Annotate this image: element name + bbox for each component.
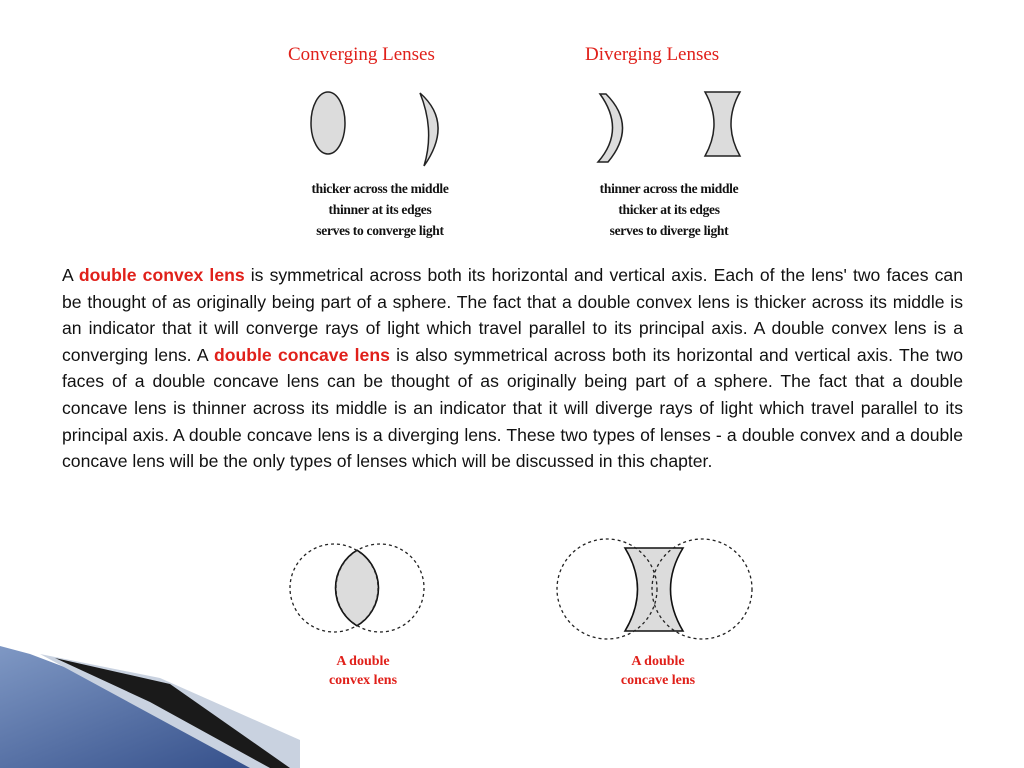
body-text-segment: A: [62, 265, 79, 285]
diverging-heading: Diverging Lenses: [585, 44, 720, 65]
concave-caption-line: A double: [631, 654, 685, 669]
slide-corner-decoration: [0, 640, 300, 768]
double-convex-term: double convex lens: [78, 265, 245, 285]
concave-lens-caption: [598, 652, 718, 690]
double-concave-lens-shape: [705, 92, 740, 156]
double-concave-term: double concave lens: [213, 344, 390, 365]
diverging-caption-line: thicker at its edges: [618, 202, 720, 217]
concave-lens-shape: [625, 548, 683, 631]
convex-meniscus-lens-shape: [420, 93, 438, 166]
double-convex-sphere-diagram: [280, 540, 440, 640]
concave-caption-line: concave lens: [620, 673, 696, 688]
concave-meniscus-lens-shape: [598, 94, 623, 162]
body-text-segment: is also symmetrical across both its horizontal and vertical axis. The two faces of a double concave lens can be thought of as originally being part of a sphere. The fact that a double concave lens is thinner across its middle is an indicator that it will diverge rays of light which travel parallel to its principal axis. A double concave lens is a diverging lens. These two types of lenses - a double convex and a double concave lens will be the only types of lenses which will be discussed in this chapter.: [62, 344, 963, 472]
body-text-segment: is symmetrical across both its horizontal and vertical axis. Each of the lens' two faces can be thought of as originally being part of a sphere. The fact that a double convex lens is thicker across its middle is an indicator that it will converge rays of light which travel parallel to its principal axis. A double convex lens is a converging lens. A: [62, 265, 963, 365]
diverging-caption-line: thinner across the middle: [599, 181, 739, 196]
double-convex-lens-shape: [311, 92, 345, 154]
convex-lens-overlap-shape: [336, 550, 379, 626]
converging-caption: [280, 178, 480, 241]
diverging-caption: [568, 178, 770, 241]
diverging-lens-drawings: [590, 88, 770, 178]
converging-caption-line: thinner at its edges: [328, 202, 432, 217]
body-paragraph: [62, 262, 963, 475]
converging-lens-drawings: [300, 88, 480, 178]
double-concave-sphere-diagram: [550, 540, 760, 640]
diverging-caption-line: serves to diverge light: [609, 223, 729, 238]
converging-heading: Converging Lenses: [288, 44, 435, 65]
convex-caption-line: convex lens: [328, 673, 398, 688]
convex-caption-line: A double: [336, 654, 390, 669]
converging-caption-line: serves to converge light: [316, 223, 444, 238]
converging-caption-line: thicker across the middle: [311, 181, 449, 196]
convex-lens-caption: [303, 652, 423, 690]
